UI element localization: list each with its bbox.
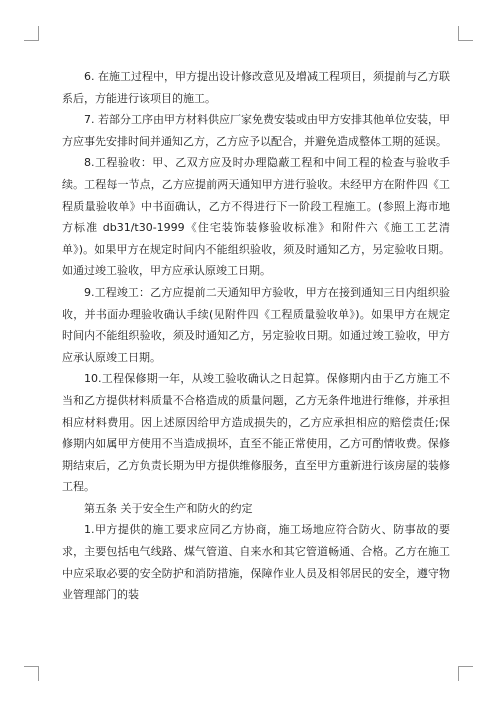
crop-mark-bottom-left [24,666,39,681]
clause-8-paragraph: 8.工程验收：甲、乙双方应及时办理隐蔽工程和中间工程的检查与验收手续。工程每一节点，乙方应提前两天通知甲方进行验收。未经甲方在附件四《工程质量验收单》中书面确认，乙方不得进行下一阶段工程施工。(参照上海市地方标准 db31/t30-1999《住宅装饰装修验收标准》和附件六《施工工艺清单》)。如果甲方在规定时间内不能组织验收，须及时通知乙方，另定验收日期。如通过竣工验收，甲方应承认原竣工日期。 [62,156,450,278]
clause-6-paragraph: 6. 在施工过程中，甲方提出设计修改意见及增减工程项目，须提前与乙方联系后，方能进行该项目的施工。 [62,70,450,105]
crop-mark-bottom-right [458,666,473,681]
crop-mark-top-right [458,26,473,41]
section-heading: 第五条 关于安全生产和防火的约定 [84,501,253,515]
clause-7-paragraph: 7. 若部分工序由甲方材料供应厂家免费安装或由甲方安排其他单位安装，甲方应事先安排时间并通知乙方，乙方应予以配合，并避免造成整体工期的延误。 [62,113,450,148]
safety-clause-1-paragraph: 1.甲方提供的施工要求应同乙方协商，施工场地应符合防火、防事故的要求，主要包括电气线路、煤气管道、自来水和其它管道畅通、合格。乙方在施工中应采取必要的安全防护和消防措施，保障作业人员及相邻居民的安全，遵守物业管理部门的装 [62,523,450,602]
crop-mark-top-left [24,26,39,41]
clause-10-paragraph: 10.工程保修期一年，从竣工验收确认之日起算。保修期内由于乙方施工不当和乙方提供材料质量不合格造成的质量问题，乙方无条件地进行维修，并承担相应材料费用。因上述原因给甲方造成损失的，乙方应承担相应的赔偿责任;保修期内如属甲方使用不当造成损坏，直至不能正常使用，乙方可酌情收费。保修期结束后，乙方负责长期为甲方提供维修服务，直至甲方重新进行该房屋的装修工程。 [62,372,450,494]
document-body [62,66,450,606]
clause-9-paragraph: 9.工程竣工：乙方应提前二天通知甲方验收，甲方在接到通知三日内组织验收，并书面办理验收确认手续(见附件四《工程质量验收单》)。如果甲方在规定时间内不能组织验收，须及时通知乙方，另定验收日期。如通过竣工验收，甲方应承认原竣工日期。 [62,285,450,364]
